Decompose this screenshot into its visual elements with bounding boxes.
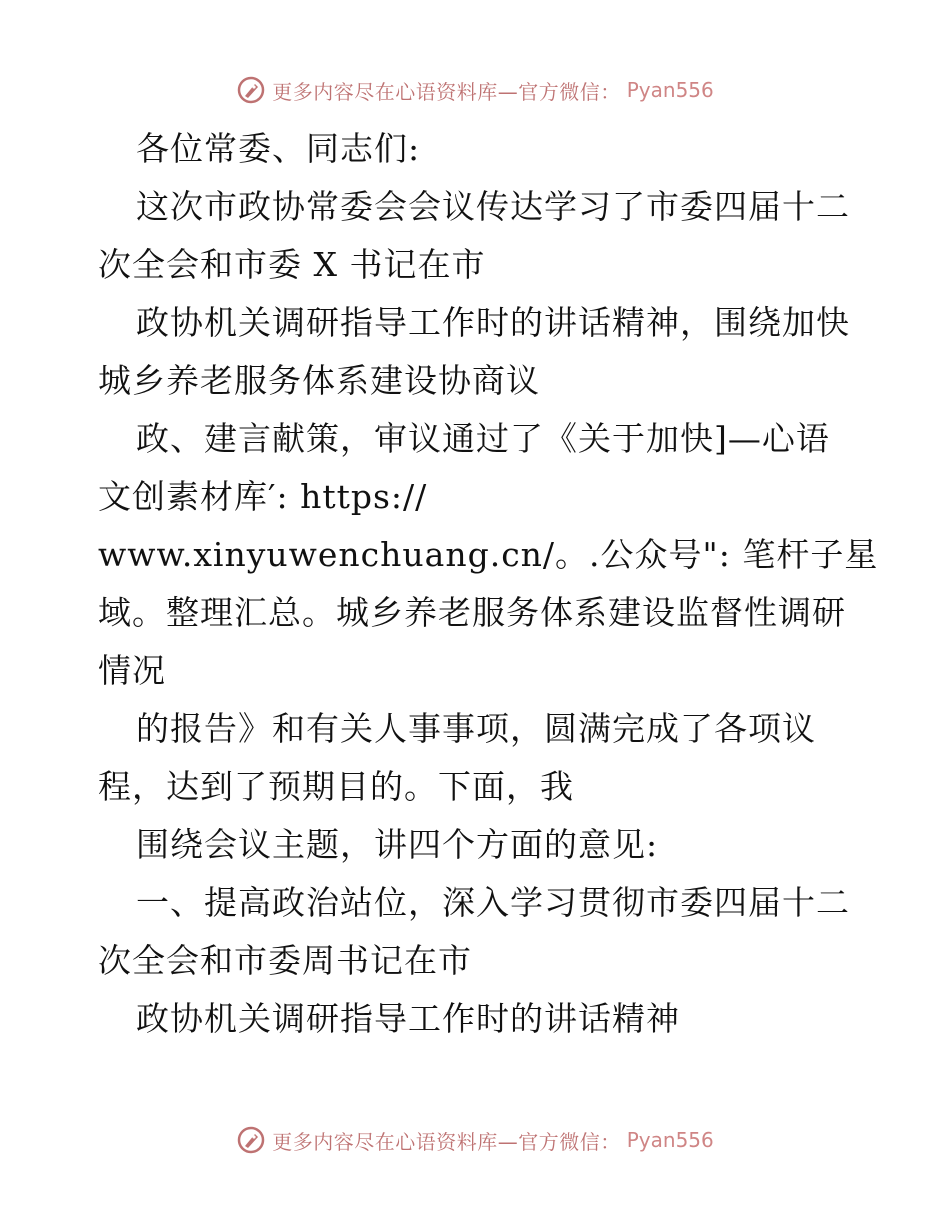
watermark-text: 更多内容尽在心语资料库—官方微信： xyxy=(272,1129,621,1154)
pen-nib-logo-icon xyxy=(236,1125,266,1155)
header-watermark xyxy=(0,70,950,110)
body-line: 城乡养老服务体系建设协商议 xyxy=(98,361,540,400)
footer-watermark xyxy=(0,1120,950,1160)
watermark-text: 更多内容尽在心语资料库—官方微信： xyxy=(272,79,621,104)
body-line: 一、提高政治站位，深入学习贯彻市委四届十二 xyxy=(136,883,850,922)
body-line: 的报告》和有关人事事项，圆满完成了各项议 xyxy=(136,709,816,748)
body-line: 这次市政协常委会会议传达学习了市委四届十二 xyxy=(136,187,850,226)
watermark-wechat-id: Pyan556 xyxy=(626,78,714,102)
body-line: 文创素材库′: https:// xyxy=(98,477,428,516)
body-line: www.xinyuwenchuang.cn/。.公众号": 笔杆子星 xyxy=(98,535,879,574)
body-line: 次全会和市委 X 书记在市 xyxy=(98,245,486,284)
body-line: 域。整理汇总。城乡养老服务体系建设监督性调研 xyxy=(98,593,846,632)
body-line: 情况 xyxy=(98,651,166,690)
body-line: 次全会和市委周书记在市 xyxy=(98,941,472,980)
watermark-wechat-id: Pyan556 xyxy=(626,1128,714,1152)
body-line: 各位常委、同志们: xyxy=(136,129,421,168)
body-line: 政协机关调研指导工作时的讲话精神 xyxy=(136,999,680,1038)
body-line: 政、建言献策，审议通过了《关于加快]—心语 xyxy=(136,419,830,458)
pen-nib-logo-icon xyxy=(236,75,266,105)
body-line: 程，达到了预期目的。下面，我 xyxy=(98,767,574,806)
body-line: 政协机关调研指导工作时的讲话精神，围绕加快 xyxy=(136,303,850,342)
body-line: 围绕会议主题，讲四个方面的意见: xyxy=(136,825,659,864)
